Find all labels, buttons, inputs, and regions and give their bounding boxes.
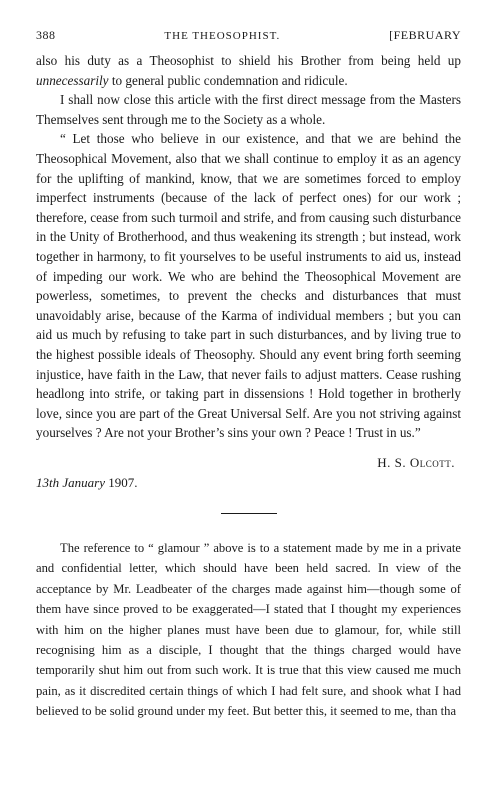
- paragraph-glamour-note: The reference to “ glamour ” above is to a statement made by me in a private and confidential letter, which should have been held sacred. In view of the acceptance by Mr. Leadbeater of the charges made against him—though some of them have since proved to be exaggerated—I stated that I thought my experiences with him on the higher planes must have been due to glamour, for, while still recognising him as a disciple, I thought that the things charged would have temporarily shut him out from such work. It is true that this view caused me much pain, as it discredited certain things of which I had felt sure, and shook what I had believed to be solid ground under my feet. But better this, it seemed to me, than tha: [36, 540, 461, 719]
- date-year: 1907.: [104, 474, 138, 490]
- page-number: 388: [36, 28, 56, 42]
- section-divider: [221, 513, 277, 514]
- signature: [36, 455, 461, 471]
- signature-initials: H. S.: [377, 454, 410, 470]
- date-day: 13th January: [36, 474, 105, 490]
- paragraph-text: to general public condemnation and ridicule.: [108, 72, 348, 88]
- journal-title: THE THEOSOPHIST.: [164, 30, 281, 42]
- paragraph-intro: I shall now close this article with the first direct message from the Masters Themselves sent through me to the Society as a whole.: [36, 92, 461, 127]
- emphasis-text: unnecessarily: [36, 72, 109, 88]
- masters-message-quote: “ Let those who believe in our existence, and that we are behind the Theosophical Movement, also that we shall continue to employ it as an agency for the uplifting of mankind, know, that we are sometimes forced to employ imperfect instruments (because of the lack of perfect ones) for our work ; therefore, cease from such turmoil and strife, and from causing such disturbance in the Unity of Brotherhood, and thus weakening its strength ; but instead, work together in harmony, to fit yourselves to be useful instruments to aid us, instead of impeding our work. We who are behind the Theosophical Movement are powerless, sometimes, to prevent the checks and disturbances that must unavoidably arise, because of the Karma of individual members ; but you can aid us much by refusing to take part in such disturbances, and by living true to the highest possible ideals of Theosophy. Should any event bring forth seeming injustice, have faith in the Law, that never fails to adjust matters. Cease rushing headlong into strife, or taking part in dissensions ! Hold together in brotherly love, since you are part of the Great Universal Self. Are you not striving against yourselves ? Are not your Brother’s sins your own ? Peace ! Trust in us.”: [36, 131, 461, 441]
- running-header: [36, 28, 461, 43]
- paragraph-text: also his duty as a Theosophist to shield his Brother from being held up: [36, 53, 461, 68]
- dateline: [36, 475, 461, 491]
- issue-month: [FEBRUARY: [389, 28, 461, 42]
- paragraph-continuation: [36, 51, 461, 90]
- signature-surname: Olcott.: [409, 454, 455, 470]
